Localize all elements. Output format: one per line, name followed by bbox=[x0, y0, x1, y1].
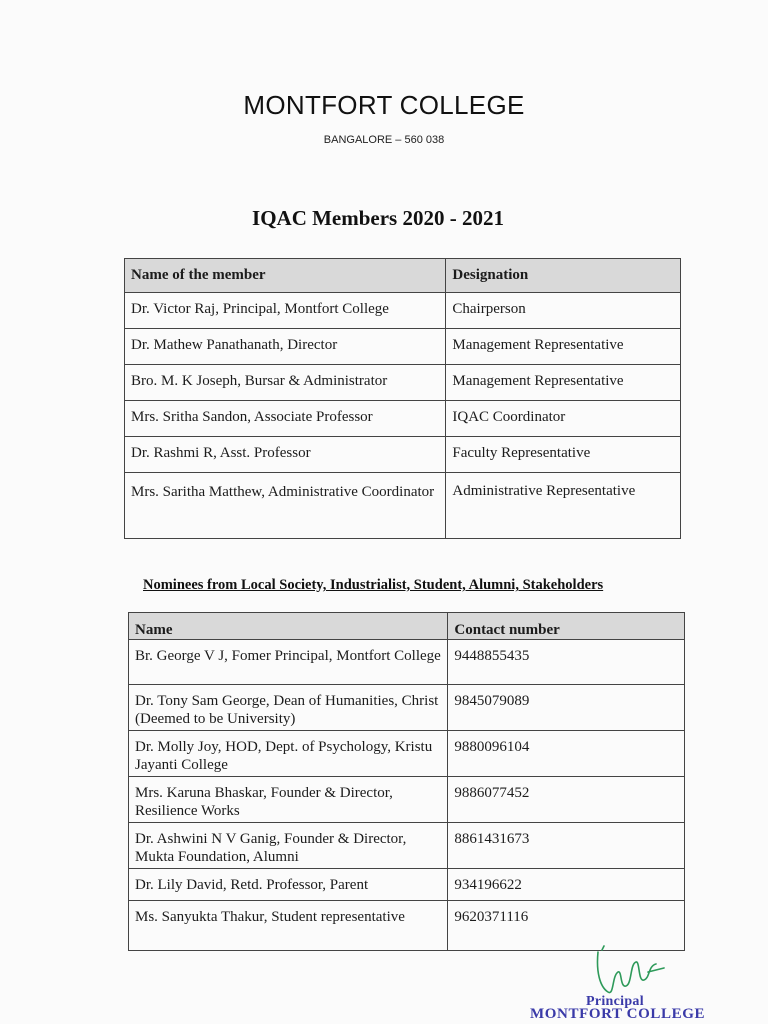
table-row bbox=[125, 293, 681, 329]
table-header-row bbox=[125, 259, 681, 293]
member-name: Mrs. Saritha Matthew, Administrative Coordinator bbox=[125, 473, 446, 539]
table-row bbox=[129, 777, 685, 823]
nominee-contact: 9845079089 bbox=[448, 685, 685, 731]
nominee-contact: 934196622 bbox=[448, 869, 685, 901]
member-name: Mrs. Sritha Sandon, Associate Professor bbox=[125, 401, 446, 437]
member-designation: Chairperson bbox=[446, 293, 681, 329]
member-designation: Management Representative bbox=[446, 365, 681, 401]
seal-college-text: MONTFORT COLLEGE bbox=[530, 1006, 706, 1022]
member-name: Dr. Victor Raj, Principal, Montfort College bbox=[125, 293, 446, 329]
nominee-contact: 9880096104 bbox=[448, 731, 685, 777]
nominee-contact: 9620371116 bbox=[448, 901, 685, 951]
document-title: IQAC Members 2020 - 2021 bbox=[252, 206, 504, 230]
column-header-name: Name of the member bbox=[125, 259, 446, 293]
table-row bbox=[125, 401, 681, 437]
nominees-heading: Nominees from Local Society, Industrialist, Student, Alumni, Stakeholders bbox=[143, 577, 604, 593]
seal-principal-text: Principal bbox=[586, 994, 644, 1009]
members-table bbox=[124, 258, 681, 539]
college-address: BANGALORE – 560 038 bbox=[323, 134, 445, 146]
table-row bbox=[129, 685, 685, 731]
column-header-name: Name bbox=[129, 613, 448, 640]
college-name: MONTFORT COLLEGE bbox=[243, 90, 525, 120]
column-header-designation: Designation bbox=[446, 259, 681, 293]
nominee-name: Dr. Lily David, Retd. Professor, Parent bbox=[129, 869, 448, 901]
table-row bbox=[129, 731, 685, 777]
table-row bbox=[129, 640, 685, 685]
nominee-name: Dr. Molly Joy, HOD, Dept. of Psychology, Kristu Jayanti College bbox=[129, 731, 448, 777]
table-row bbox=[129, 823, 685, 869]
column-header-contact: Contact number bbox=[448, 613, 685, 640]
table-row bbox=[125, 365, 681, 401]
nominee-name: Br. George V J, Fomer Principal, Montfort College bbox=[129, 640, 448, 685]
nominee-name: Ms. Sanyukta Thakur, Student representative bbox=[129, 901, 448, 951]
nominee-contact: 9886077452 bbox=[448, 777, 685, 823]
table-row bbox=[129, 869, 685, 901]
table-header-row bbox=[129, 613, 685, 640]
nominee-name: Dr. Ashwini N V Ganig, Founder & Director, Mukta Foundation, Alumni bbox=[129, 823, 448, 869]
nominee-contact: 8861431673 bbox=[448, 823, 685, 869]
table-row bbox=[125, 437, 681, 473]
nominees-table bbox=[128, 612, 685, 951]
member-designation: Management Representative bbox=[446, 329, 681, 365]
nominee-name: Mrs. Karuna Bhaskar, Founder & Director, Resilience Works bbox=[129, 777, 448, 823]
member-designation: IQAC Coordinator bbox=[446, 401, 681, 437]
signature-icon bbox=[590, 942, 670, 1002]
member-designation: Administrative Representative bbox=[446, 473, 681, 539]
nominee-contact: 9448855435 bbox=[448, 640, 685, 685]
table-row bbox=[125, 329, 681, 365]
member-name: Bro. M. K Joseph, Bursar & Administrator bbox=[125, 365, 446, 401]
member-name: Dr. Mathew Panathanath, Director bbox=[125, 329, 446, 365]
nominee-name: Dr. Tony Sam George, Dean of Humanities, Christ (Deemed to be University) bbox=[129, 685, 448, 731]
member-designation: Faculty Representative bbox=[446, 437, 681, 473]
member-name: Dr. Rashmi R, Asst. Professor bbox=[125, 437, 446, 473]
table-row bbox=[125, 473, 681, 539]
